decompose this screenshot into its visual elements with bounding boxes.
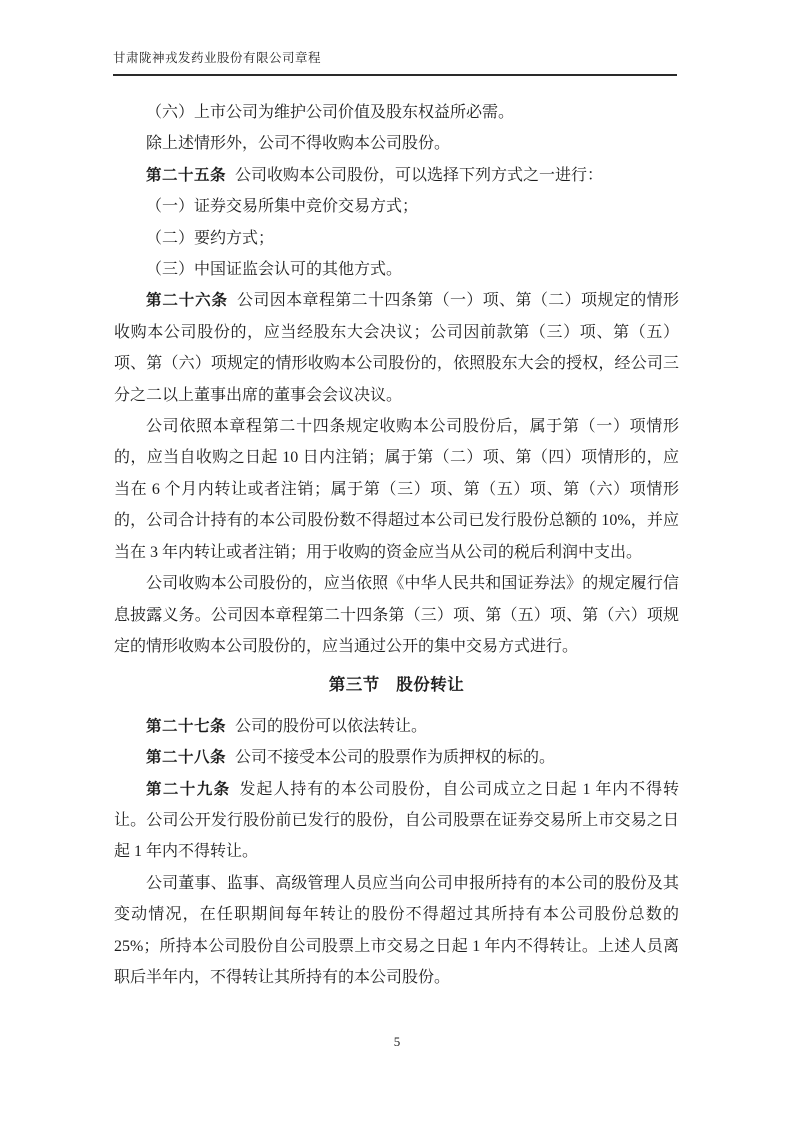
- article-paragraph: [114, 285, 679, 411]
- page-header: [113, 48, 677, 76]
- section-heading: [114, 670, 679, 701]
- paragraph-text: 公司不接受本公司的股票作为质押权的标的。: [235, 749, 556, 767]
- paragraph-text: 除上述情形外，公司不得收购本公司股份。: [146, 135, 451, 153]
- section-label: 第三节: [328, 676, 380, 695]
- paragraph-text: 公司的股份可以依法转让。: [235, 717, 428, 735]
- paragraph: [114, 97, 679, 128]
- header-title: 甘肃陇神戎发药业股份有限公司章程: [113, 51, 322, 65]
- paragraph-text: 公司收购本公司股份的，应当依照《中华人民共和国证券法》的规定履行信息披露义务。公司因本章程第二十四条第（三）项、第（五）项、第（六）项规定的情形收购本公司股份的，应当通过公开的集中交易方式进行。: [114, 575, 679, 655]
- paragraph-text: （一）证券交易所集中竞价交易方式；: [146, 198, 419, 216]
- paragraph-text: （二）要约方式；: [146, 229, 275, 247]
- paragraph: [114, 411, 679, 568]
- article-paragraph: [114, 774, 679, 868]
- article-paragraph: [114, 160, 679, 191]
- paragraph-text: 发起人持有的本公司股份，自公司成立之日起 1 年内不得转让。公司公开发行股份前已发行的股份，自公司股票在证券交易所上市交易之日起 1 年内不得转让。: [114, 780, 679, 861]
- paragraph: [114, 568, 679, 662]
- article-paragraph: [114, 711, 679, 742]
- paragraph: [114, 191, 679, 222]
- article-number: 第二十五条: [146, 166, 227, 184]
- paragraph: [114, 254, 679, 285]
- paragraph-text: （三）中国证监会认可的其他方式。: [146, 261, 403, 279]
- page-number: 5: [393, 1034, 401, 1049]
- paragraph: [114, 128, 679, 159]
- page-footer: [0, 1033, 794, 1051]
- paragraph-text: 公司董事、监事、高级管理人员应当向公司申报所持有的本公司的股份及其变动情况，在任职期间每年转让的股份不得超过其所持有本公司股份总数的 25%；所持本公司股份自公司股票上市交易之日起 1 年内不得转让。上述人员离职后半年内，不得转让其所持有的本公司股份。: [114, 874, 679, 986]
- document-body: [114, 97, 679, 993]
- paragraph-text: （六）上市公司为维护公司价值及股东权益所必需。: [146, 104, 515, 121]
- article-number: 第二十七条: [146, 717, 227, 735]
- paragraph: [114, 868, 679, 994]
- article-number: 第二十八条: [146, 749, 227, 767]
- article-number: 第二十六条: [146, 292, 228, 310]
- paragraph-text: 公司因本章程第二十四条第（一）项、第（二）项规定的情形收购本公司股份的，应当经股东大会决议；公司因前款第（三）项、第（五）项、第（六）项规定的情形收购本公司股份的，依照股东大会的授权，经公司三分之二以上董事出席的董事会会议决议。: [114, 292, 679, 404]
- paragraph-text: 公司依照本章程第二十四条规定收购本公司股份后，属于第（一）项情形的，应当自收购之日起 10 日内注销；属于第（二）项、第（四）项情形的，应当在 6 个月内转让或者注销；属于第（三）项、第（五）项、第（六）项情形的，公司合计持有的本公司股份数不得超过本公司已发行股份总额的 10%，并应当在 3 年内转让或者注销；用于收购的资金应当从公司的税后利润中支出。: [114, 418, 679, 561]
- article-paragraph: [114, 742, 679, 773]
- section-title: 股份转让: [396, 676, 465, 695]
- article-number: 第二十九条: [146, 780, 231, 798]
- paragraph: [114, 223, 679, 254]
- paragraph-text: 公司收购本公司股份，可以选择下列方式之一进行：: [235, 166, 604, 184]
